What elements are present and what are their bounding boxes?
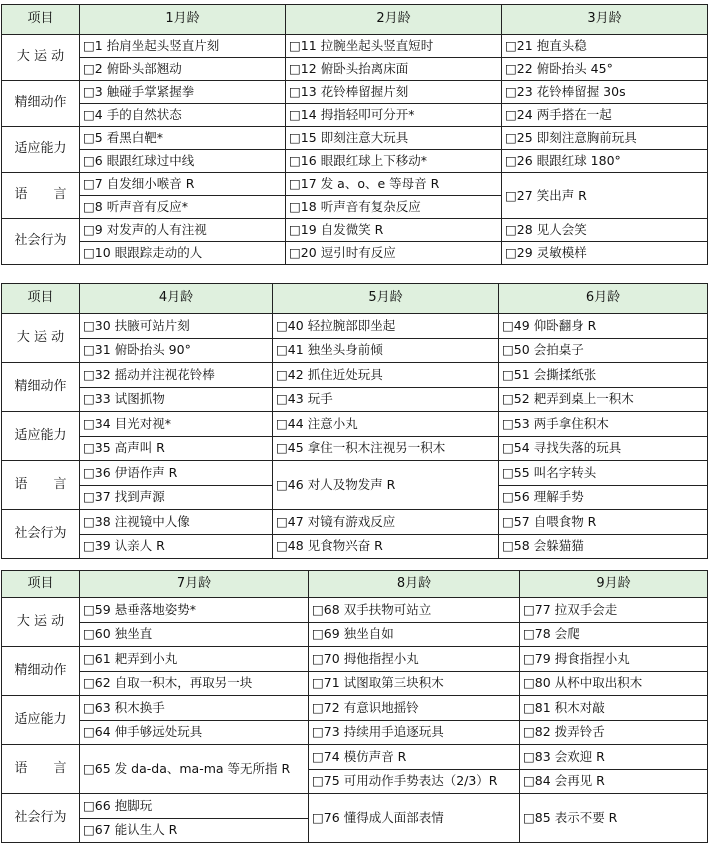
category-label: 语 言 [2, 173, 80, 219]
checklist-item[interactable]: □40 轻拉腕部即坐起 [273, 314, 499, 339]
checklist-item[interactable]: □77 拉双手会走 [520, 598, 708, 623]
header-item: 项目 [2, 5, 80, 35]
header-month: 3月龄 [502, 5, 708, 35]
table-row [2, 314, 708, 339]
category-label: 适应能力 [2, 696, 80, 745]
checklist-item[interactable]: □68 双手扶物可站立 [309, 598, 520, 623]
checklist-item[interactable]: □3 触碰手掌紧握拳 [80, 81, 286, 104]
category-label: 精细动作 [2, 81, 80, 127]
checklist-item[interactable]: □83 会欢迎 R [520, 745, 708, 770]
checklist-item[interactable]: □55 叫名字转头 [499, 461, 708, 486]
checklist-item[interactable]: □53 两手拿住积木 [499, 412, 708, 437]
table-row [2, 363, 708, 388]
table-row [2, 696, 708, 721]
checklist-item[interactable]: □46 对人及物发声 R [273, 461, 499, 510]
checklist-item[interactable]: □27 笑出声 R [502, 173, 708, 219]
category-label: 社会行为 [2, 510, 80, 559]
checklist-item[interactable]: □69 独坐自如 [309, 622, 520, 647]
checklist-item[interactable]: □72 有意识地摇铃 [309, 696, 520, 721]
checklist-item[interactable]: □37 找到声源 [80, 485, 273, 510]
header-month: 5月龄 [273, 284, 499, 314]
checklist-item[interactable]: □79 拇食指捏小丸 [520, 647, 708, 672]
checklist-item[interactable]: □57 自喂食物 R [499, 510, 708, 535]
category-label: 适应能力 [2, 127, 80, 173]
checklist-item[interactable]: □13 花铃棒留握片刻 [286, 81, 502, 104]
checklist-item[interactable]: □54 寻找失落的玩具 [499, 436, 708, 461]
table-row [2, 81, 708, 104]
checklist-item[interactable]: □4 手的自然状态 [80, 104, 286, 127]
table-row [2, 412, 708, 437]
table-row [2, 35, 708, 58]
checklist-table-3 [1, 570, 708, 843]
checklist-item[interactable]: □29 灵敏模样 [502, 242, 708, 265]
table-row [2, 622, 708, 647]
checklist-item[interactable]: □28 见人会笑 [502, 219, 708, 242]
checklist-item[interactable]: □44 注意小丸 [273, 412, 499, 437]
checklist-item[interactable]: □2 俯卧头部翘动 [80, 58, 286, 81]
checklist-item[interactable]: □25 即刻注意胸前玩具 [502, 127, 708, 150]
category-label: 社会行为 [2, 794, 80, 843]
checklist-item[interactable]: □7 自发细小喉音 R [80, 173, 286, 196]
table-row [2, 173, 708, 196]
checklist-item[interactable]: □10 眼跟踪走动的人 [80, 242, 286, 265]
header-month: 8月龄 [309, 571, 520, 598]
checklist-item[interactable]: □30 扶腋可站片刻 [80, 314, 273, 339]
category-label: 大 运 动 [2, 314, 80, 363]
checklist-item[interactable]: □14 拇指轻叩可分开* [286, 104, 502, 127]
checklist-item[interactable]: □5 看黑白靶* [80, 127, 286, 150]
category-label: 语 言 [2, 745, 80, 794]
checklist-item[interactable]: □84 会再见 R [520, 769, 708, 794]
table-row [2, 720, 708, 745]
checklist-item[interactable]: □61 耙弄到小丸 [80, 647, 309, 672]
header-month: 9月龄 [520, 571, 708, 598]
checklist-item[interactable]: □35 高声叫 R [80, 436, 273, 461]
table-row [2, 219, 708, 242]
header-month: 7月龄 [80, 571, 309, 598]
category-label: 社会行为 [2, 219, 80, 265]
checklist-item[interactable]: □42 抓住近处玩具 [273, 363, 499, 388]
category-label: 语 言 [2, 461, 80, 510]
header-month: 2月龄 [286, 5, 502, 35]
table-row [2, 58, 708, 81]
checklist-item[interactable]: □43 玩手 [273, 387, 499, 412]
checklist-item[interactable]: □51 会撕揉纸张 [499, 363, 708, 388]
checklist-item[interactable]: □65 发 da-da、ma-ma 等无所指 R [80, 745, 309, 794]
table-header-row [2, 5, 708, 35]
checklist-item[interactable]: □74 模仿声音 R [309, 745, 520, 770]
checklist-table-2 [1, 283, 708, 559]
checklist-item[interactable]: □26 眼跟红球 180° [502, 150, 708, 173]
checklist-item[interactable]: □31 俯卧抬头 90° [80, 338, 273, 363]
table-row [2, 242, 708, 265]
table-row [2, 104, 708, 127]
checklist-item[interactable]: □78 会爬 [520, 622, 708, 647]
checklist-item[interactable]: □76 懂得成人面部表情 [309, 794, 520, 843]
table-row [2, 387, 708, 412]
checklist-item[interactable]: □20 逗引时有反应 [286, 242, 502, 265]
checklist-item[interactable]: □75 可用动作手势表达（2/3）R [309, 769, 520, 794]
header-month: 1月龄 [80, 5, 286, 35]
checklist-item[interactable]: □71 试图取第三块积木 [309, 671, 520, 696]
checklist-item[interactable]: □81 积木对敲 [520, 696, 708, 721]
checklist-item[interactable]: □12 俯卧头抬离床面 [286, 58, 502, 81]
checklist-item[interactable]: □67 能认生人 R [80, 818, 309, 843]
checklist-item[interactable]: □47 对镜有游戏反应 [273, 510, 499, 535]
header-month: 4月龄 [80, 284, 273, 314]
checklist-item[interactable]: □8 听声音有反应* [80, 196, 286, 219]
table-header-row [2, 284, 708, 314]
checklist-item[interactable]: □59 悬垂落地姿势* [80, 598, 309, 623]
checklist-table-1 [1, 4, 708, 265]
table-row [2, 461, 708, 486]
checklist-item[interactable]: □73 持续用手追逐玩具 [309, 720, 520, 745]
checklist-item[interactable]: □6 眼跟红球过中线 [80, 150, 286, 173]
table-row [2, 745, 708, 770]
category-label: 精细动作 [2, 647, 80, 696]
header-item: 项目 [2, 284, 80, 314]
table-row [2, 534, 708, 559]
checklist-item[interactable]: □21 抱直头稳 [502, 35, 708, 58]
checklist-item[interactable]: □34 目光对视* [80, 412, 273, 437]
table-row [2, 338, 708, 363]
checklist-item[interactable]: □33 试图抓物 [80, 387, 273, 412]
checklist-item[interactable]: □52 耙弄到桌上一积木 [499, 387, 708, 412]
checklist-item[interactable]: □63 积木换手 [80, 696, 309, 721]
checklist-item[interactable]: □41 独坐头身前倾 [273, 338, 499, 363]
table-row [2, 150, 708, 173]
checklist-item[interactable]: □11 拉腕坐起头竖直短时 [286, 35, 502, 58]
table-row [2, 510, 708, 535]
category-label: 精细动作 [2, 363, 80, 412]
table-row [2, 671, 708, 696]
table-row [2, 794, 708, 819]
checklist-item[interactable]: □50 会拍桌子 [499, 338, 708, 363]
checklist-item[interactable]: □66 抱脚玩 [80, 794, 309, 819]
checklist-item[interactable]: □19 自发微笑 R [286, 219, 502, 242]
checklist-item[interactable]: □45 拿住一积木注视另一积木 [273, 436, 499, 461]
table-row [2, 647, 708, 672]
header-month: 6月龄 [499, 284, 708, 314]
checklist-item[interactable]: □85 表示不要 R [520, 794, 708, 843]
checklist-item[interactable]: □80 从杯中取出积木 [520, 671, 708, 696]
checklist-item[interactable]: □15 即刻注意大玩具 [286, 127, 502, 150]
checklist-item[interactable]: □49 仰卧翻身 R [499, 314, 708, 339]
checklist-item[interactable]: □38 注视镜中人像 [80, 510, 273, 535]
checklist-item[interactable]: □1 抬肩坐起头竖直片刻 [80, 35, 286, 58]
checklist-item[interactable]: □56 理解手势 [499, 485, 708, 510]
checklist-item[interactable]: □62 自取一积木，再取另一块 [80, 671, 309, 696]
checklist-item[interactable]: □60 独坐直 [80, 622, 309, 647]
checklist-item[interactable]: □32 摇动并注视花铃棒 [80, 363, 273, 388]
checklist-item[interactable]: □36 伊语作声 R [80, 461, 273, 486]
checklist-item[interactable]: □64 伸手够远处玩具 [80, 720, 309, 745]
checklist-item[interactable]: □48 见食物兴奋 R [273, 534, 499, 559]
checklist-item[interactable]: □82 拨弄铃舌 [520, 720, 708, 745]
table-row [2, 127, 708, 150]
checklist-item[interactable]: □23 花铃棒留握 30s [502, 81, 708, 104]
table-row [2, 598, 708, 623]
checklist-item[interactable]: □9 对发声的人有注视 [80, 219, 286, 242]
category-label: 大 运 动 [2, 35, 80, 81]
checklist-item[interactable]: □17 发 a、o、e 等母音 R [286, 173, 502, 196]
checklist-item[interactable]: □18 听声音有复杂反应 [286, 196, 502, 219]
checklist-item[interactable]: □70 拇他指捏小丸 [309, 647, 520, 672]
table-header-row [2, 571, 708, 598]
checklist-item[interactable]: □16 眼跟红球上下移动* [286, 150, 502, 173]
category-label: 大 运 动 [2, 598, 80, 647]
header-item: 项目 [2, 571, 80, 598]
checklist-item[interactable]: □24 两手搭在一起 [502, 104, 708, 127]
checklist-item[interactable]: □58 会躲猫猫 [499, 534, 708, 559]
table-row [2, 436, 708, 461]
checklist-item[interactable]: □22 俯卧抬头 45° [502, 58, 708, 81]
checklist-item[interactable]: □39 认亲人 R [80, 534, 273, 559]
category-label: 适应能力 [2, 412, 80, 461]
